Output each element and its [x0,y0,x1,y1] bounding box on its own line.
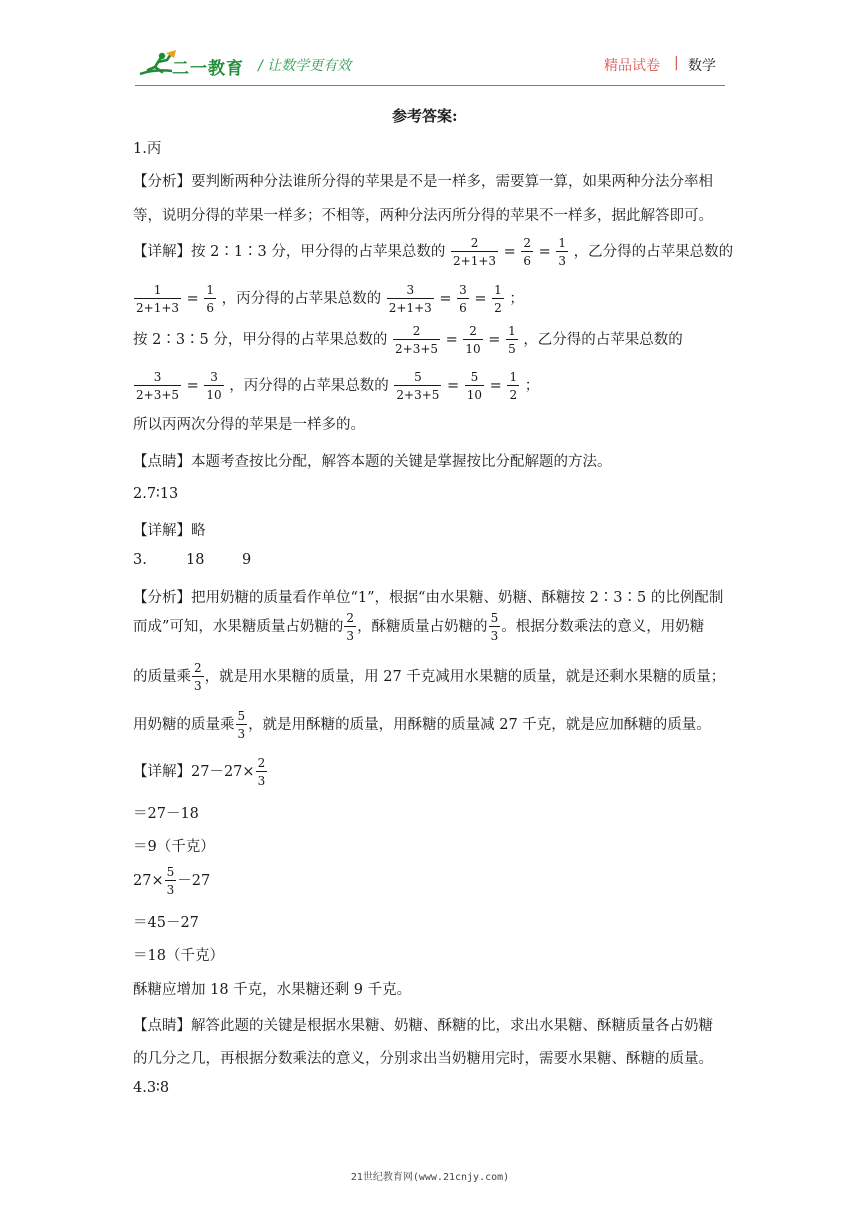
q3-analysis-line1: 【分析】把用奶糖的质量看作单位“1”，根据“由水果糖、奶糖、酥糖按 2∶3∶5 的比例配制 [133,590,724,606]
q1-analysis-line1: 【分析】要判断两种分法谁所分得的苹果是不是一样多，需要算一算，如果两种分法分率相 [133,174,713,190]
q1-comment: 【点睛】本题考查按比分配，解答本题的关键是掌握按比分配解题的方法。 [133,454,612,470]
brand-logo-text: 二一教育 [172,59,244,79]
header-slogan: / 让数学更有效 [258,58,352,74]
fraction: $\frac{1}{3}$ [558,236,567,268]
q3-a3-post: ，就是用水果糖的质量，用 27 千克减用水果糖的质量，就是还剩水果糖的质量； [204,669,726,685]
page-title: 参考答案: [392,107,458,125]
equals-sign: = [489,378,502,394]
equals-sign: = [447,378,460,394]
q3-a4-pre: 用奶糖的质量乘 [133,717,235,733]
fraction: $\frac{2}{3}$ [257,756,266,788]
q3-answer-a: 18 [186,552,205,568]
equals-sign: = [538,244,551,260]
q3-step1 [133,750,268,794]
q1-detail1-pre: 【详解】按 2∶1∶3 分，甲分得的占苹果总数的 [133,244,446,260]
q1-answer: 1.丙 [133,141,162,157]
equals-sign: = [503,244,516,260]
q3-step4-post: －27 [177,873,211,889]
equals-sign: = [474,291,487,307]
q1-detail-line4 [133,364,539,408]
q1-detail4-end: ； [524,378,540,394]
fraction: $\frac{2}{3}$ [346,611,355,643]
header-rule [135,85,725,86]
fraction: $\frac{5}{3}$ [166,865,175,897]
q1-detail3-pre: 按 2∶3∶5 分，甲分得的占苹果总数的 [133,332,388,348]
q2-answer: 2.7∶13 [133,486,179,502]
fraction: $\frac{2}{2+3+5}$ [395,324,439,356]
q1-detail1-post: ，乙分得的占苹果总数的 [573,244,734,260]
header-separator: | [674,55,679,71]
q3-step2: ＝27－18 [133,806,199,822]
fraction: $\frac{3}{6}$ [459,283,467,315]
q1-detail-line1 [133,230,733,274]
fraction: $\frac{5}{2+3+5}$ [396,370,440,402]
q3-step7: 酥糖应增加 18 千克，水果糖还剩 9 千克。 [133,982,412,998]
q3-a2-mid: ，酥糖质量占奶糖的 [357,619,488,635]
q1-detail2-end: ； [509,291,524,307]
equals-sign: = [488,332,501,348]
page-footer: 21世纪教育网(www.21cnjy.com) [350,1172,510,1183]
q3-answer-number: 3. [133,552,147,568]
q3-step3: ＝9（千克） [133,839,215,855]
fraction: $\frac{3}{2+3+5}$ [136,370,180,402]
q3-analysis-line2 [133,605,704,649]
fraction: $\frac{3}{2+1+3}$ [388,283,432,315]
q1-detail3-post: ，乙分得的占苹果总数的 [523,332,683,348]
fraction: $\frac{3}{10}$ [206,370,222,402]
q1-detail-line3 [133,318,683,362]
q4-answer: 4.3∶8 [133,1080,170,1096]
fraction: $\frac{2}{2+1+3}$ [453,236,497,268]
q3-step5: ＝45－27 [133,915,199,931]
q3-a2-post: 。根据分数乘法的意义，用奶糖 [501,619,705,635]
q3-a2-pre: 而成”可知，水果糖质量占奶糖的 [133,619,344,635]
q3-comment-line2: 的几分之几，再根据分数乘法的意义，分别求出当奶糖用完时，需要水果糖、酥糖的质量。 [133,1051,713,1067]
q3-analysis-line3 [133,655,725,699]
fraction: $\frac{1}{2+1+3}$ [136,283,180,315]
fraction: $\frac{2}{6}$ [523,236,532,268]
q3-analysis-line4 [133,703,711,747]
fraction: $\frac{1}{2}$ [494,283,502,315]
fraction: $\frac{5}{3}$ [490,611,499,643]
fraction: $\frac{1}{2}$ [509,370,518,402]
q3-step1-text: 【详解】27－27× [133,764,255,780]
q3-step4 [133,859,210,903]
equals-sign: = [439,291,452,307]
q3-step4-pre: 27× [133,873,164,889]
fraction: $\frac{2}{3}$ [194,661,202,693]
q1-detail4-mid: ，丙分得的占苹果总数的 [229,378,389,394]
q1-detail2-mid: ，丙分得的占苹果总数的 [221,291,382,307]
q3-a3-pre: 的质量乘 [133,669,191,685]
equals-sign: = [445,332,458,348]
q2-detail: 【详解】略 [133,523,206,539]
q1-analysis-line2: 等，说明分得的苹果一样多；不相等，两种分法丙所分得的苹果不一样多，据此解答即可。 [133,208,713,224]
fraction: $\frac{1}{6}$ [206,283,215,315]
equals-sign: = [186,291,199,307]
equals-sign: = [186,378,199,394]
q1-detail-line2 [133,277,524,321]
q3-answer-b: 9 [242,552,252,568]
q1-conclusion: 所以丙两次分得的苹果是一样多的。 [133,417,365,433]
fraction: $\frac{5}{3}$ [237,709,246,741]
header-subject: 数学 [688,58,716,74]
header-badge: 精品试卷 [604,58,660,74]
q3-a4-post: ，就是用酥糖的质量，用酥糖的质量减 27 千克，就是应加酥糖的质量。 [248,717,711,733]
q3-comment-line1: 【点睛】解答此题的关键是根据水果糖、奶糖、酥糖的比，求出水果糖、酥糖质量各占奶糖 [133,1018,713,1034]
fraction: $\frac{5}{10}$ [466,370,483,402]
fraction: $\frac{2}{10}$ [465,324,481,356]
q3-step6: ＝18（千克） [133,948,224,964]
fraction: $\frac{1}{5}$ [508,324,516,356]
